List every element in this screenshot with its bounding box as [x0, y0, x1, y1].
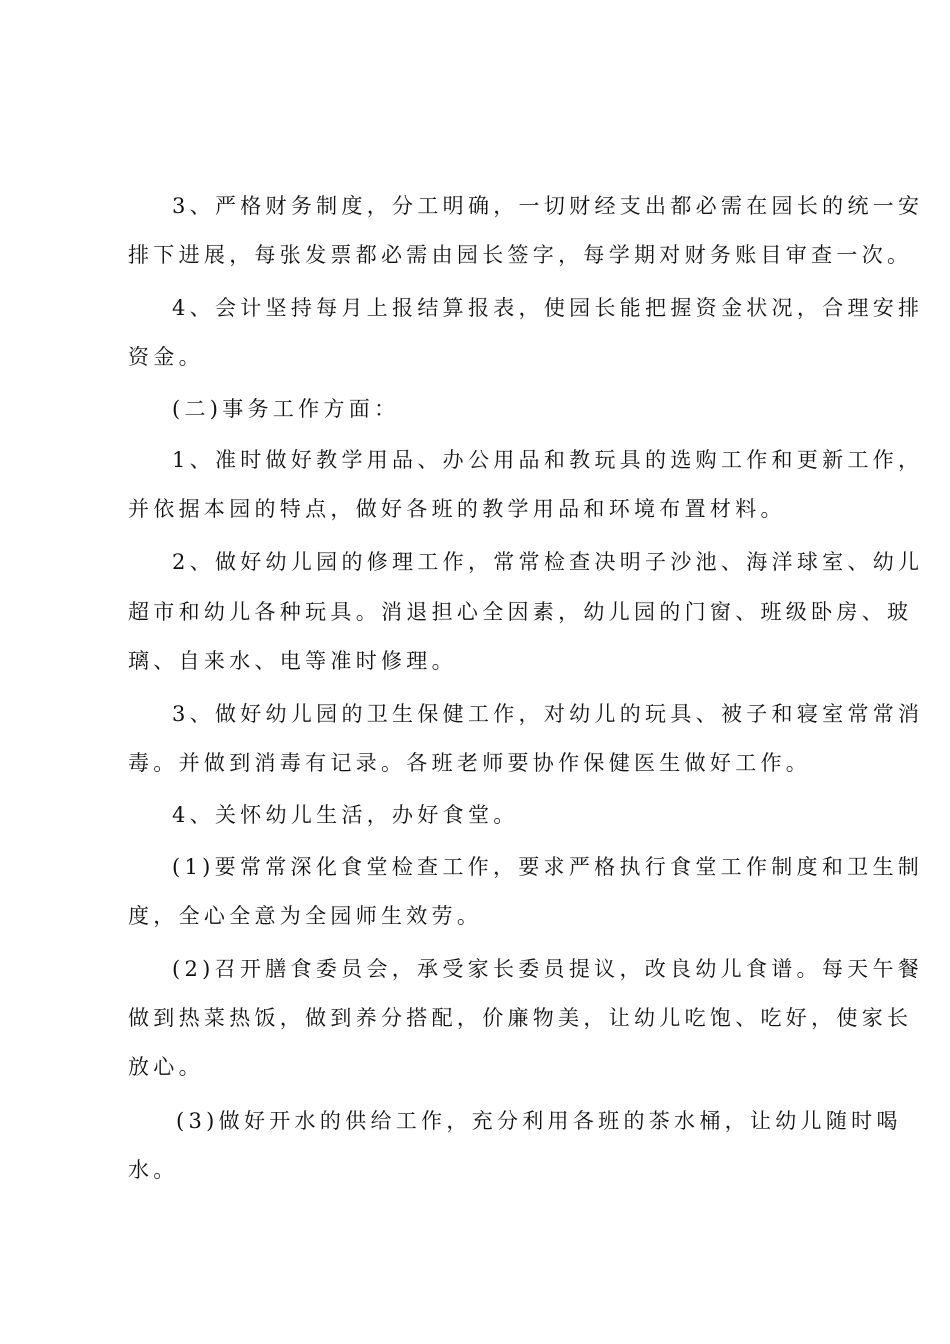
text-line: 璃、自来水、电等准时修理。: [128, 649, 457, 673]
text-line: 3、严格财务制度，分工明确，一切财经支出都必需在园长的统一安: [172, 194, 924, 218]
text-line: 超市和幼儿各种玩具。消退担心全因素，幼儿园的门窗、班级卧房、玻: [128, 600, 913, 624]
text-line: 4、关怀幼儿生活，办好食堂。: [172, 803, 519, 827]
text-line: 1、准时做好教学用品、办公用品和教玩具的选购工作和更新工作，: [172, 448, 924, 472]
text-line: 并依据本园的特点，做好各班的教学用品和环境布置材料。: [128, 497, 786, 521]
text-line: 度，全心全意为全园师生效劳。: [128, 904, 483, 928]
text-line: 2、做好幼儿园的修理工作，常常检查决明子沙池、海洋球室、幼儿: [172, 550, 924, 574]
section-heading: (二)事务工作方面：: [172, 397, 400, 421]
text-line: (1)要常常深化食堂检查工作，要求严格执行食堂工作制度和卫生制: [172, 855, 924, 879]
text-line: 资金。: [128, 345, 204, 369]
text-line: 放心。: [128, 1055, 204, 1079]
text-line: 毒。并做到消毒有记录。各班老师要协作保健医生做好工作。: [128, 751, 812, 775]
text-line: 4、会计坚持每月上报结算报表，使园长能把握资金状况，合理安排: [172, 296, 924, 320]
text-line: 排下进展，每张发票都必需由园长签字，每学期对财务账目审查一次。: [128, 243, 913, 267]
text-line: 3、做好幼儿园的卫生保健工作，对幼儿的玩具、被子和寝室常常消: [172, 702, 924, 726]
text-line: (2)召开膳食委员会，承受家长委员提议，改良幼儿食谱。每天午餐: [172, 957, 924, 981]
text-line: (3)做好开水的供给工作，充分利用各班的茶水桶，让幼儿随时喝: [176, 1109, 902, 1133]
text-line: 做到热菜热饭，做到养分搭配，价廉物美，让幼儿吃饱、吃好，使家长: [128, 1006, 913, 1030]
text-line: 水。: [128, 1158, 179, 1182]
